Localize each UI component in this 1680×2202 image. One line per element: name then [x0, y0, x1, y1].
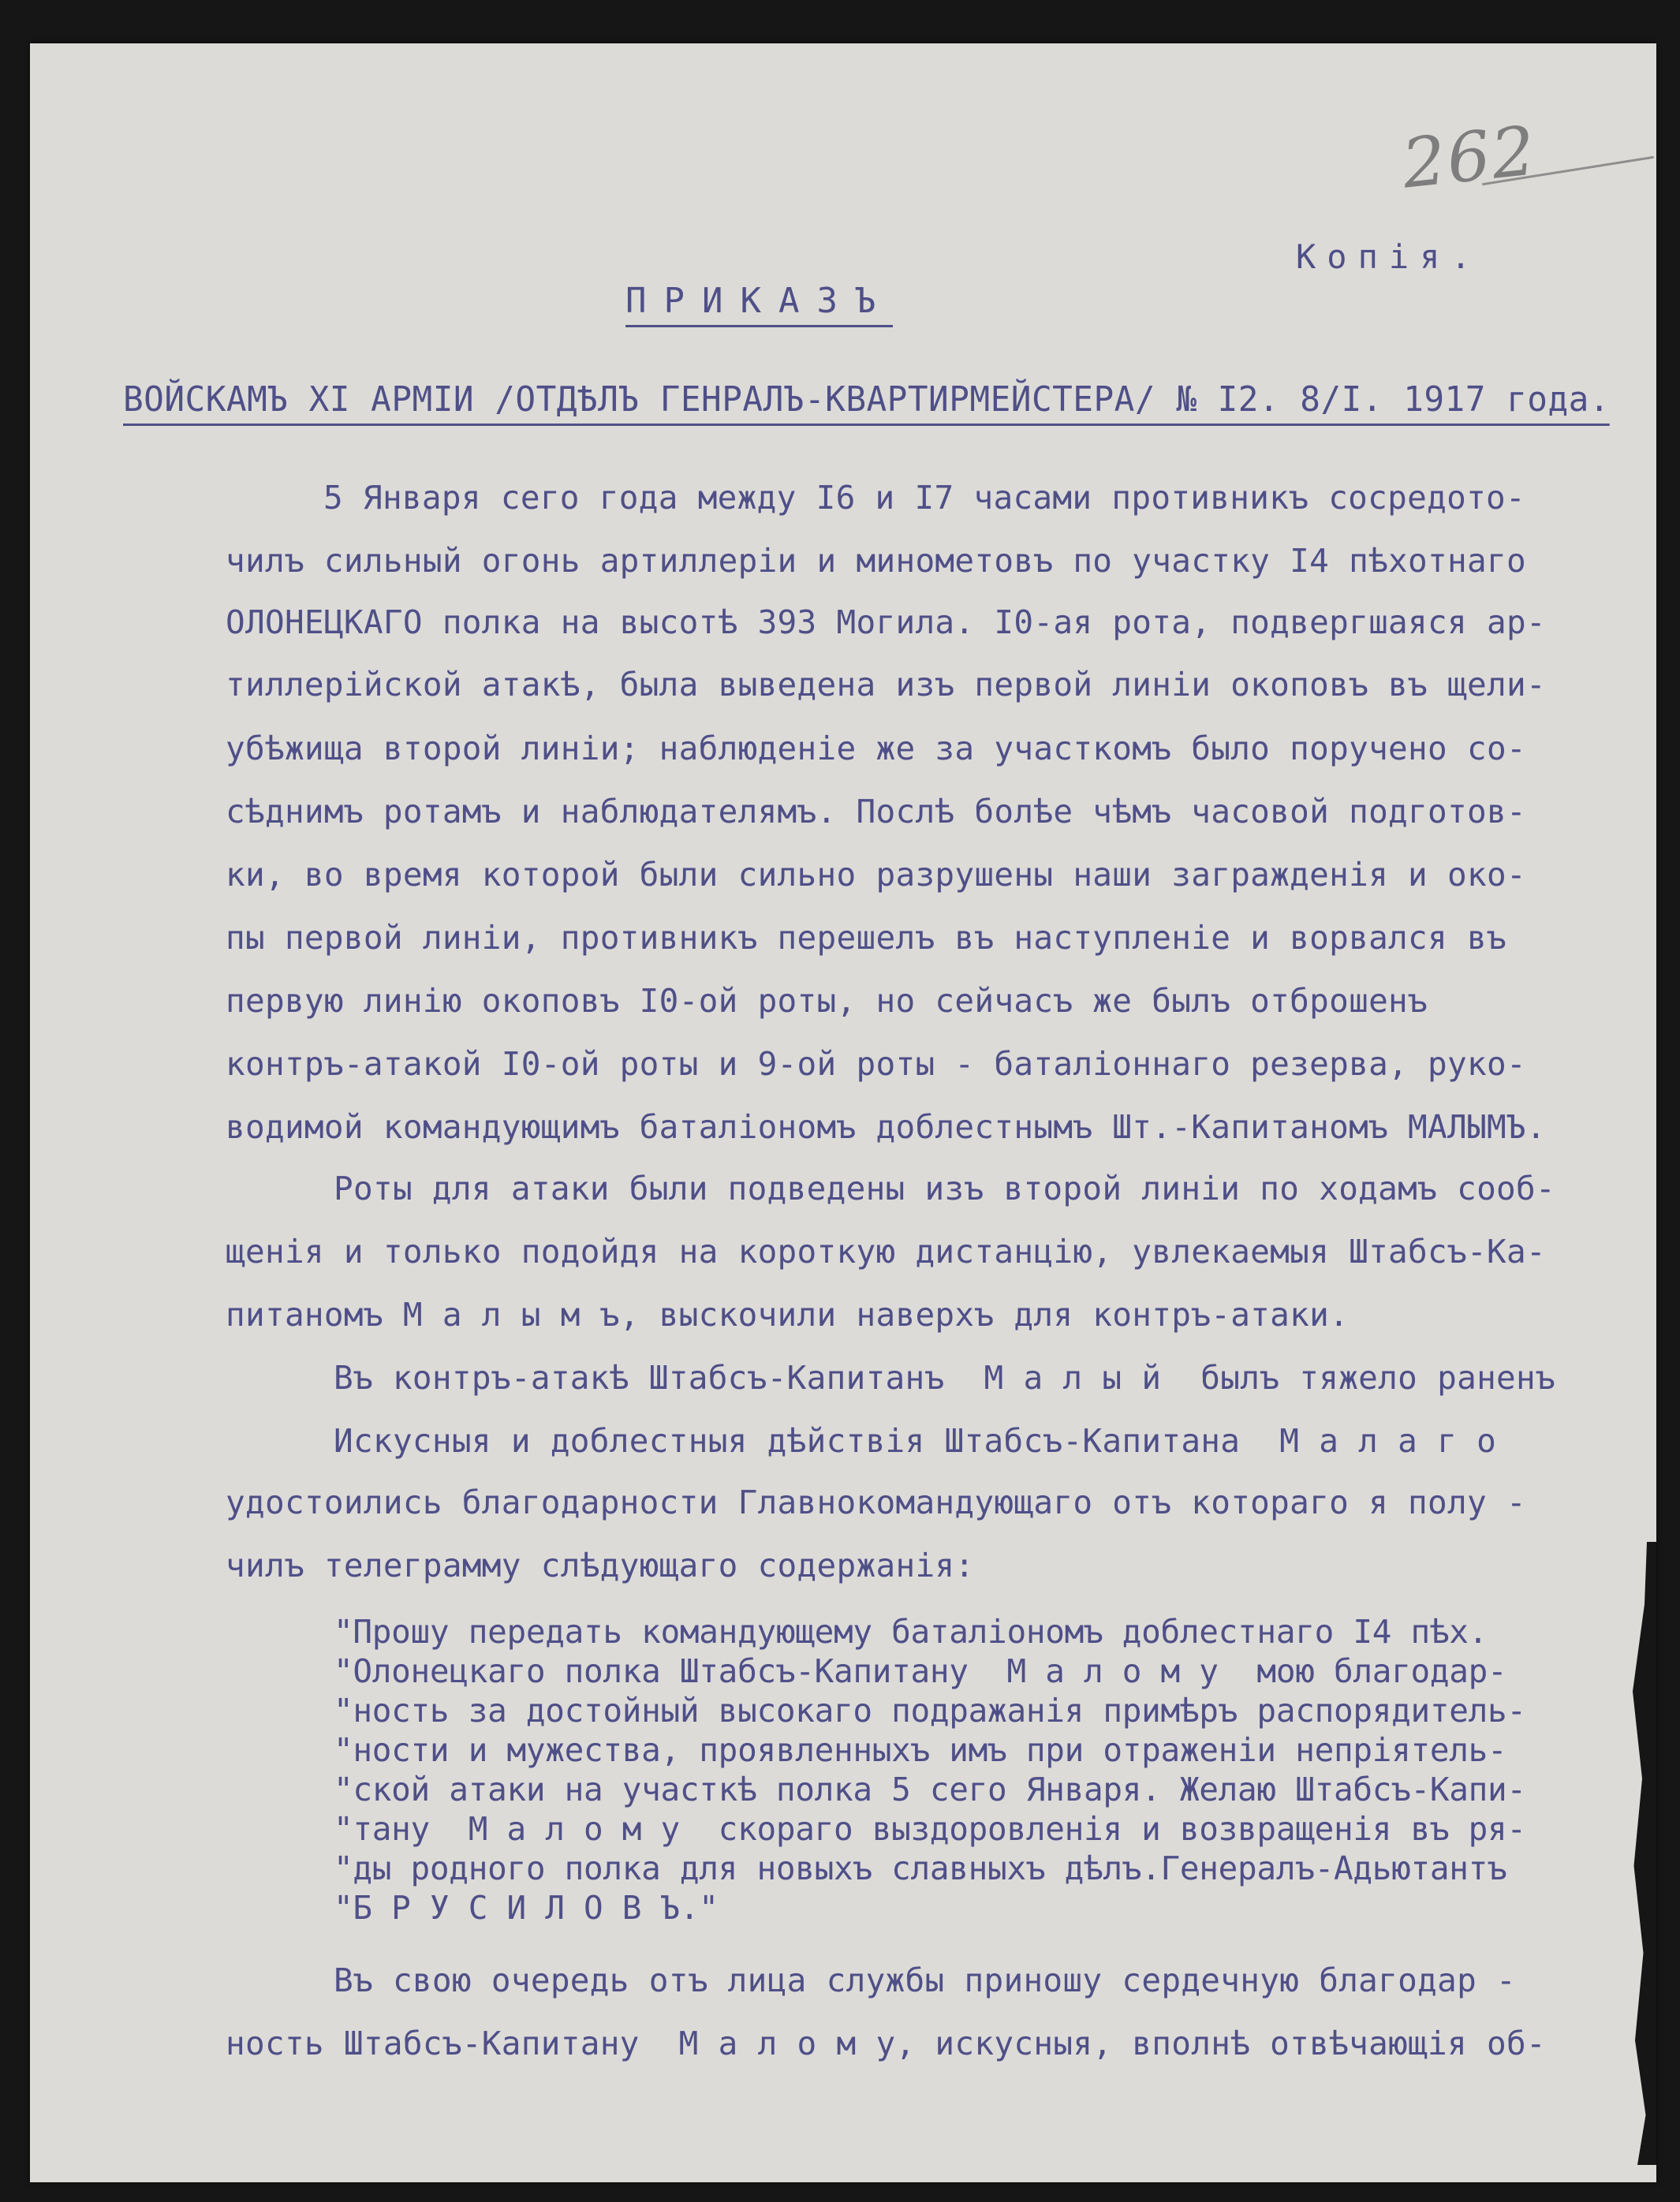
document-subtitle: ВОЙСКАМЪ XI АРМІИ /ОТДѢЛЪ ГЕНРАЛЪ-КВАРТИРМЕЙСТЕРА/ № I2. 8/I. 1917 года.	[123, 383, 1610, 426]
text-line: ность Штабсъ-Капитану М а л о м у, искусныя, вполнѣ отвѣчающія об-	[226, 2025, 1546, 2062]
quote-line: "Б Р У С И Л О В Ъ."	[334, 1889, 719, 1927]
text-line: тиллерійской атакѣ, была выведена изъ первой линіи окоповъ въ щели-	[226, 666, 1546, 704]
text-line: Роты для атаки были подведены изъ второй линіи по ходамъ сооб-	[334, 1170, 1556, 1207]
text-line: чилъ сильный огонь артиллеріи и минометовъ по участку I4 пѣхотнаго	[226, 542, 1526, 580]
text-line: пы первой линіи, противникъ перешелъ въ наступленіе и ворвался въ	[226, 919, 1506, 957]
text-line: контръ-атакой I0-ой роты и 9-ой роты - баталіоннаго резерва, руко-	[226, 1045, 1526, 1083]
text-line: водимой командующимъ баталіономъ доблестнымъ Шт.-Капитаномъ МАЛЫМЪ.	[226, 1108, 1546, 1146]
text-line: Въ контръ-атакѣ Штабсъ-Капитанъ М а л ы й былъ тяжело раненъ	[334, 1359, 1556, 1397]
quote-line: "ности и мужества, проявленныхъ имъ при отраженіи непріятель-	[334, 1731, 1507, 1769]
torn-edge	[1633, 1542, 1656, 2165]
copy-label: Копія.	[1296, 237, 1482, 276]
text-line: чилъ телеграмму слѣдующаго содержанія:	[226, 1547, 975, 1584]
text-line: ки, во время которой были сильно разрушены наши загражденія и око-	[226, 856, 1526, 894]
document-title: ПРИКАЗЪ	[625, 284, 893, 327]
text-line: 5 Января сего года между I6 и I7 часами противникъ сосредото-	[323, 479, 1526, 517]
text-line: сѣднимъ ротамъ и наблюдателямъ. Послѣ болѣе чѣмъ часовой подготов-	[226, 793, 1526, 830]
text-line: Искусныя и доблестныя дѣйствія Штабсъ-Капитана М а л а г о	[334, 1422, 1497, 1460]
quote-line: "ской атаки на участкѣ полка 5 сего Января. Желаю Штабсъ-Капи-	[334, 1771, 1526, 1808]
quote-line: "ды родного полка для новыхъ славныхъ дѣлъ.Генералъ-Адьютантъ	[334, 1849, 1507, 1887]
archive-page-number: 262	[1398, 111, 1540, 204]
quote-line: "тану М а л о м у скораго выздоровленія и возвращенія въ ря-	[334, 1810, 1526, 1848]
text-line: первую линію окоповъ I0-ой роты, но сейчасъ же былъ отброшенъ	[226, 982, 1428, 1020]
quote-line: "Олонецкаго полка Штабсъ-Капитану М а л о м у мою благодар-	[334, 1652, 1507, 1690]
text-line: питаномъ М а л ы м ъ, выскочили наверхъ для контръ-атаки.	[226, 1296, 1350, 1334]
text-line: удостоились благодарности Главнокомандующаго отъ котораго я полу -	[226, 1484, 1526, 1521]
text-line: ОЛОНЕЦКАГО полка на высотѣ 393 Могила. I0-ая рота, подвергшаяся ар-	[226, 603, 1546, 641]
quote-line: "ность за достойный высокаго подражанія примѣръ распорядитель-	[334, 1692, 1526, 1730]
text-line: Въ свою очередь отъ лица службы приношу сердечную благодар -	[334, 1961, 1517, 1999]
document-page	[30, 43, 1656, 2182]
text-line: убѣжища второй линіи; наблюденіе же за участкомъ было поручено со-	[226, 730, 1526, 767]
quote-line: "Прошу передать командующему баталіономъ доблестнаго I4 пѣх.	[334, 1613, 1488, 1651]
text-line: щенія и только подойдя на короткую дистанцію, увлекаемыя Штабсъ-Ка-	[226, 1233, 1546, 1271]
